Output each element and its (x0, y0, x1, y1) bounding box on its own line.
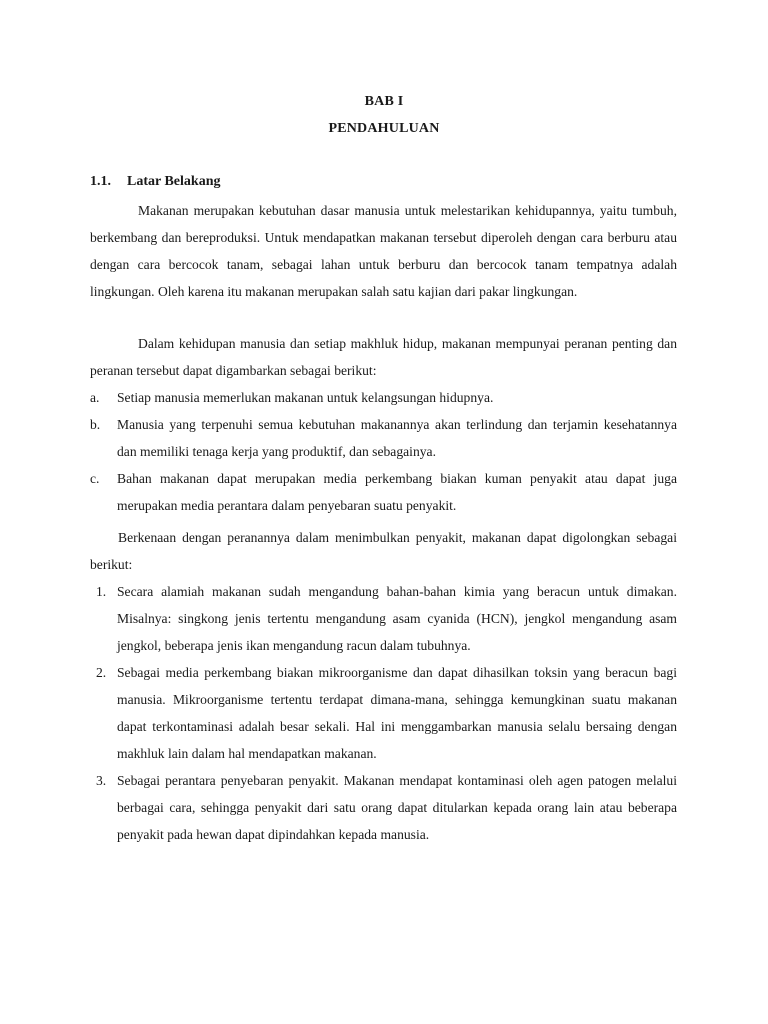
list-marker: 3. (96, 773, 107, 788)
classification-list (90, 578, 677, 848)
list-item-text: Sebagai media perkembang biakan mikroorganisme dan dapat dihasilkan toksin yang beracun bagi manusia. Mikroorganisme tertentu terdapat dimana-mana, sehingga kemungkinan suatu makanan dapat terkontaminasi adalah besar sekali. Hal ini menggambarkan manusia selalu bersaing dengan makhluk lain dalam hal mendapatkan makanan. (117, 665, 677, 761)
list-item (90, 767, 677, 848)
list-item-text: Sebagai perantara penyebaran penyakit. Makanan mendapat kontaminasi oleh agen patogen melalui berbagai cara, sehingga penyakit dari satu orang dapat ditularkan kepada orang lain atau beberapa penyakit pada hewan dapat dipindahkan kepada manusia. (117, 773, 677, 842)
role-list (90, 384, 677, 519)
section-title: Latar Belakang (127, 174, 221, 189)
chapter-title: PENDAHULUAN (328, 121, 440, 136)
list-marker: b. (90, 417, 101, 432)
list-item (90, 465, 677, 519)
list-marker: 2. (96, 665, 107, 680)
list-item-text: Manusia yang terpenuhi semua kebutuhan makanannya akan terlindung dan terjamin kesehatannya dan memiliki tenaga kerja yang produktif, dan sebagainya. (117, 417, 677, 459)
paragraph-role: Dalam kehidupan manusia dan setiap makhluk hidup, makanan mempunyai peranan penting dan peranan tersebut dapat digambarkan sebagai berikut: (90, 336, 677, 378)
chapter-number: BAB I (364, 94, 404, 109)
list-item (90, 659, 677, 767)
list-marker: c. (90, 471, 100, 486)
list-item-text: Secara alamiah makanan sudah mengandung bahan-bahan kimia yang beracun untuk dimakan. Misalnya: singkong jenis tertentu mengandung asam cyanida (HCN), jengkol mengandung asam jengkol, beberapa jenis ikan mengandung racun dalam tubuhnya. (117, 584, 677, 653)
paragraph-intro: Makanan merupakan kebutuhan dasar manusia untuk melestarikan kehidupannya, yaitu tumbuh, berkembang dan bereproduksi. Untuk mendapatkan makanan tersebut diperoleh dengan cara berburu atau dengan cara bercocok tanam, sebagai lahan untuk berburu dan bercocok tanam tempatnya adalah lingkungan. Oleh karena itu makanan merupakan salah satu kajian dari pakar lingkungan. (90, 203, 677, 299)
list-item-text: Setiap manusia memerlukan makanan untuk kelangsungan hidupnya. (117, 390, 494, 405)
list-item (90, 578, 677, 659)
list-item (90, 384, 677, 411)
section-heading (90, 174, 220, 190)
list-marker: a. (90, 390, 100, 405)
paragraph-classification: Berkenaan dengan peranannya dalam menimbulkan penyakit, makanan dapat digolongkan sebagai berikut: (90, 530, 677, 572)
list-marker: 1. (96, 584, 107, 599)
list-item-text: Bahan makanan dapat merupakan media perkembang biakan kuman penyakit atau dapat juga merupakan media perantara dalam penyebaran suatu penyakit. (117, 471, 677, 513)
section-number: 1.1. (90, 174, 111, 189)
list-item (90, 411, 677, 465)
